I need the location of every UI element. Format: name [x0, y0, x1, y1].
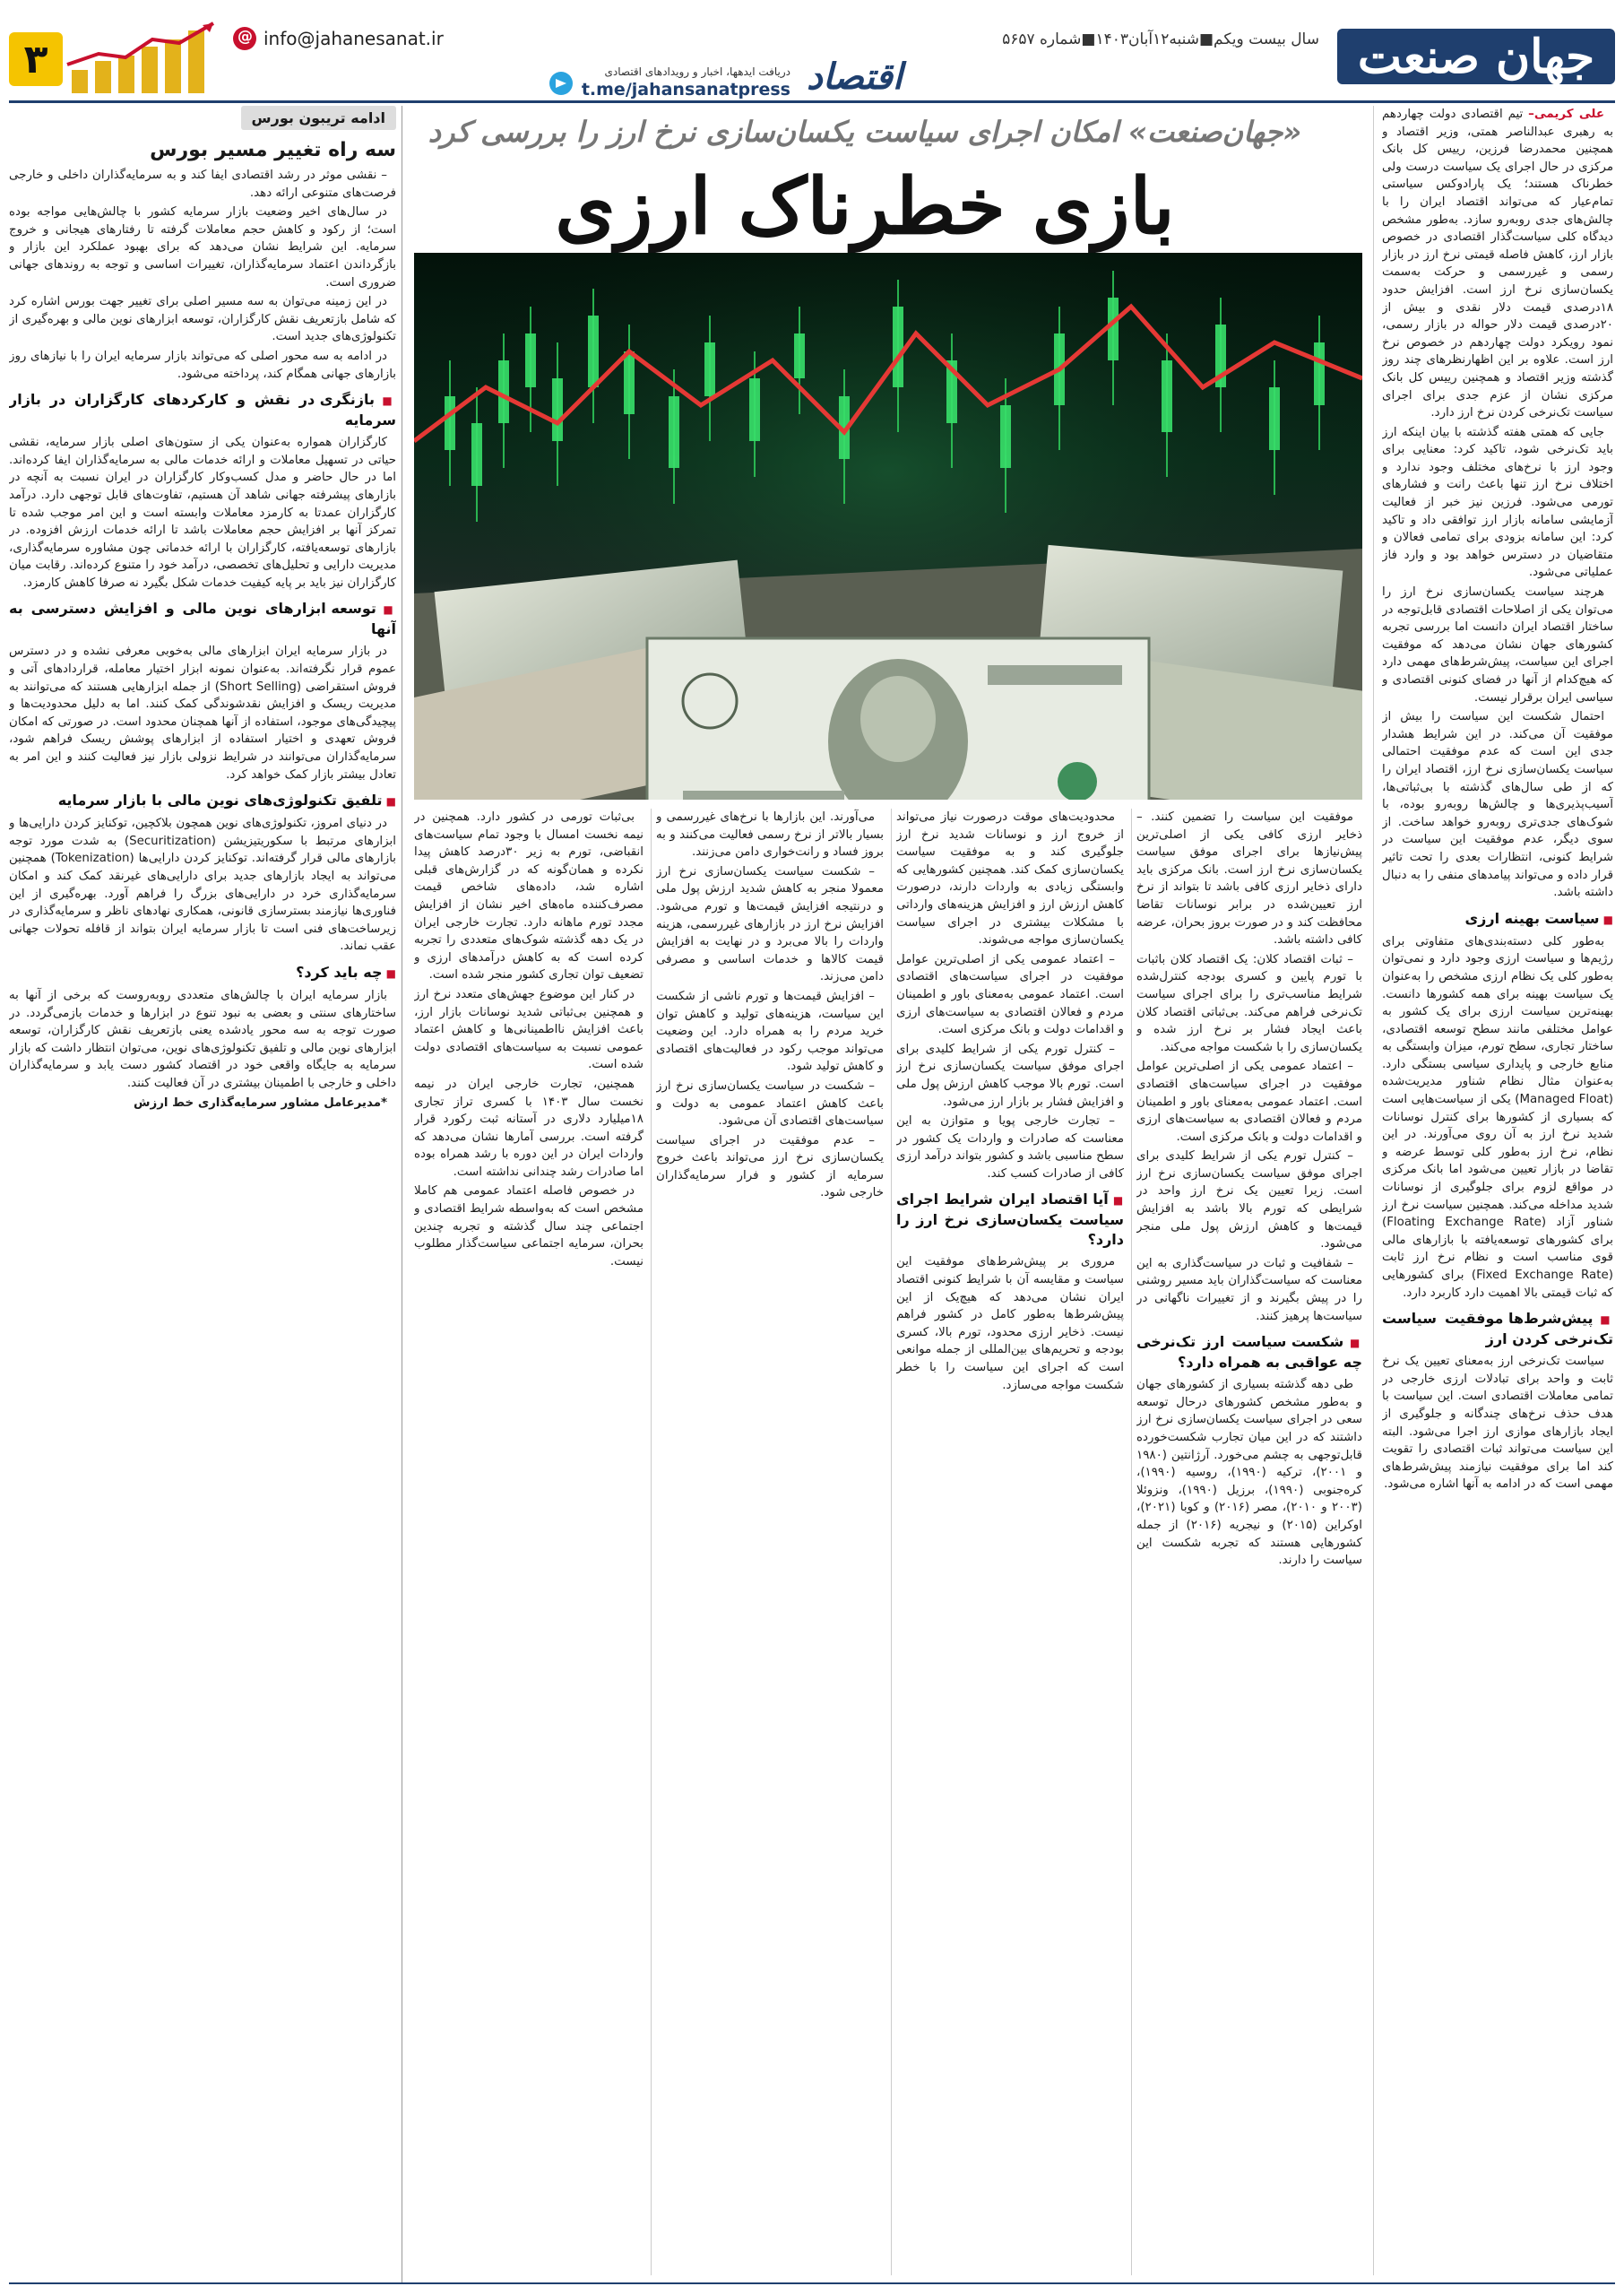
telegram-icon: [549, 72, 573, 95]
article-paragraph: – اعتماد عمومی یکی از اصلی‌ترین عوامل موفقیت در اجرای سیاست‌های اقتصادی است. اعتماد عمومی به‌معنای باور و اطمینان مردم و فعالان اقتصادی به سیاست‌های ارزی و اقدامات دولت و بانک مرکزی است.: [1136, 1060, 1362, 1144]
sidebar-subheading: ■ توسعه ابزارهای نوین مالی و افزایش دسترسی به آنها: [9, 599, 396, 639]
article-lead: [1382, 106, 1613, 422]
telegram-link[interactable]: t.me/jahansanatpress: [581, 80, 790, 100]
article-paragraph: می‌آورند. این بازارها با نرخ‌های غیررسمی و بسیار بالاتر از نرخ رسمی فعالیت می‌کنند و به بروز فساد و رانت‌خواری دامن می‌زنند.: [656, 810, 884, 860]
article-paragraph: بی‌ثبات تورمی در کشور دارد. همچنین در نیمه نخست امسال با وجود تمام سیاست‌های انقباضی، تورم به زیر ۳۰درصد کاهش پیدا نکرده و همان‌گونه که در گزارش‌های قبلی اشاره شد، داده‌های شاخص قیمت مصرف‌کننده ماه‌های اخیر نشان از افزایش مجدد تورم ماهانه دارد. تجارت خارجی ایران در یک دهه گذشته شوک‌های متعددی را تجربه کرده است که به کاهش درآمدهای ارزی و تضعیف توان تجاری کشور منجر شده است.: [414, 810, 644, 983]
article-paragraph: جایی که همتی هفته گذشته با بیان اینکه ارز باید تک‌نرخی شود، تاکید کرد: معنایی برای وجود ارز با نرخ‌های مختلف وجود ندارد و اختلاف نرخ ارز تنها باعث رانت و فشارهای تورمی می‌شود. فرزین نیز خبر از فعالیت آزمایشی سامانه بازار ارز توافقی داد و تاکید کرد: این سامانه بزودی برای تمامی فعالان و متقاضیان در دسترس خواهد بود و وارد فاز عملیاتی می‌شود.: [1382, 425, 1613, 580]
article-subheading: ■ پیش‌شرط‌ها موفقیت سیاست تک‌نرخی کردن ارز: [1382, 1309, 1613, 1349]
telegram-text: دریافت ایدهها، اخبار و رویدادهای اقتصادی: [604, 65, 790, 78]
column-divider: [1131, 809, 1132, 2275]
article-paragraph: – عدم موفقیت در اجرای سیاست یکسان‌سازی نرخ ارز می‌تواند باعث خروج سرمایه از کشور و فرار سرمایه‌گذاران خارجی شود.: [656, 1133, 884, 1200]
article-paragraph: احتمال شکست این سیاست را بیش از موفقیت آن می‌کند. در این شرایط هشدار جدی این است که عدم موفقیت احتمالی سیاست یکسان‌سازی نرخ ارز، اقتصاد ایران را که از طی سال‌های گذشته با بی‌ثباتی‌ها، آسیب‌پذیری‌ها و چالش‌ها روبه‌رو بوده، با شوک‌های جدی‌تری روبه‌رو خواهد ساخت. از سوی دیگر، عدم موفقیت این سیاست در شرایط کنونی، انتظارات بعدی را تحت تاثیر قرار داده و می‌تواند پیامدهای منفی را به دنبال داشته باشد.: [1382, 710, 1613, 900]
article-paragraph: – کنترل تورم یکی از شرایط کلیدی برای اجرای موفق سیاست یکسان‌سازی نرخ ارز است. زیرا تعیین یک نرخ ارز واحد در شرایطی که تورم بالا باشد به افزایش قیمت‌ها و کاهش ارزش پول ملی منجر می‌شود.: [1136, 1149, 1362, 1251]
article-paragraph: – تجارت خارجی پویا و متوازن به این معناست که صادرات و واردات یک کشور در سطح مناسبی باشد و کشور بتواند درآمد ارزی کافی از صادرات کسب کند.: [896, 1114, 1124, 1181]
article-column-3: [896, 809, 1124, 2275]
sidebar-subheading: ■ چه باید کرد؟: [9, 963, 396, 983]
article-paragraph: هرچند سیاست یکسان‌سازی نرخ ارز را می‌توان یکی از اصلاحات اقتصادی قابل‌توجه در ساختار اقتصاد ایران دانست اما بررسی تجربه کشورهای جهان نشان می‌دهد که موفقیت اجرای این سیاست، پیش‌شرط‌های مهمی دارد که هیچ‌کدام از آنها در فضای کنونی اقتصادی و سیاسی ایران برقرار نیست.: [1382, 585, 1613, 705]
sidebar-signature: *مدیرعامل مشاور سرمایه‌گذاری خط ارزش: [134, 1096, 387, 1110]
sidebar-subheading: ■ بازنگری در نقش و کارکردهای کارگزاران در بازار سرمایه: [9, 390, 396, 430]
issue-info: سال بیست ویکم■شنبه۱۲آبان۱۴۰۳■شماره ۵۶۵۷: [1002, 30, 1319, 48]
sidebar-article: [9, 167, 396, 2277]
column-divider: [891, 809, 892, 2275]
sidebar-paragraph: در دنیای امروز، تکنولوژی‌های نوین همچون بلاکچین، توکنایز کردن دارایی‌ها و ابزارهای مرتبط با سکوریتیزیشن (Securitization) به شدت مورد توجه بازارهای مالی قرار گرفته‌اند. توکنایز کردن دارایی‌ها (Tokenization) همچنین می‌تواند به ایجاد بازارهای جدید برای دارایی‌های غیرنقد کمک کند و امکان سرمایه‌گذاری خرد در دارایی‌های بزرگ را فراهم آورد. بهره‌گیری از این فناوری‌ها نیازمند بسترسازی قانونی، همکاری نهادهای ناظر و سرمایه‌گذاری در زیرساخت‌های فنی است تا بازار سرمایه ایران بتواند از قافله تحولات جهانی عقب نماند.: [9, 817, 396, 954]
byline: علی کریمی–: [1528, 108, 1604, 121]
newspaper-logo[interactable]: [1337, 29, 1615, 84]
article-column-5: [414, 809, 644, 2275]
article-paragraph: – شفافیت و ثبات در سیاست‌گذاری به این معناست که سیاست‌گذاران باید مسیر روشنی را در پیش بگیرند و از تغییرات ناگهانی در سیاست‌ها پرهیز کنند.: [1136, 1256, 1362, 1323]
sidebar-subheading: ■ تلفیق تکنولوژی‌های نوین مالی با بازار سرمایه: [9, 791, 396, 811]
article-paragraph: همچنین، تجارت خارجی ایران در نیمه نخست سال ۱۴۰۳ با کسری تراز تجاری ۱۸میلیارد دلاری در آستانه ثبت رکورد قرار گرفته است. بررسی آمارها نشان می‌دهد که واردات ایران در این دوره با رشد همراه بوده اما صادرات رشد چندانی نداشته است.: [414, 1077, 644, 1179]
column-divider: [1373, 106, 1374, 2275]
article-paragraph: طی دهه گذشته بسیاری از کشورهای جهان و به‌طور مشخص کشورهای درحال توسعه سعی در اجرای سیاست یکسان‌سازی نرخ ارز داشتند که در این میان تجارب شکست‌خورده قابل‌توجهی به چشم می‌خورد. آرژانتین (۱۹۸۰ و ۲۰۰۱)، ترکیه (۱۹۹۰)، روسیه (۱۹۹۰)، کره‌جنوبی (۱۹۹۰)، برزیل (۱۹۹۰)، ونزوئلا (۲۰۰۳ و ۲۰۱۰)، مصر (۲۰۱۶) و کوبا (۲۰۲۱)، اوکراین (۲۰۱۵) و نیجریه (۲۰۱۶) از جمله کشورهایی هستند که تجربه شکست این سیاست را دارند.: [1136, 1378, 1362, 1568]
sidebar-paragraph: در ادامه به سه محور اصلی که می‌تواند بازار سرمایه ایران را با نیازهای روز بازارهای جهانی همگام کند، پرداخته می‌شود.: [9, 349, 396, 381]
sidebar-title: سه راه تغییر مسیر بورس: [150, 139, 396, 161]
article-paragraph: – شکست در سیاست یکسان‌سازی نرخ ارز باعث کاهش اعتماد عمومی به دولت و سیاست‌های اقتصادی آن می‌شود.: [656, 1078, 884, 1129]
sidebar-paragraph: در این زمینه می‌توان به سه مسیر اصلی برای تغییر جهت بورس اشاره کرد که شامل بازتعریف نقش کارگزاران، توسعه ابزارهای نوین مالی و بهره‌گیری از تکنولوژی‌های جدید است.: [9, 295, 396, 344]
dollar-chart-photo: [414, 253, 1362, 800]
article-column-4: [656, 809, 884, 2275]
article-paragraph: – شکست سیاست یکسان‌سازی نرخ ارز معمولا منجر به کاهش شدید ارزش پول ملی و درنتیجه افزایش قیمت‌ها و تورم می‌شود. افزایش نرخ ارز در بازارهای غیررسمی، هزینه واردات را بالا می‌برد و در نهایت به افزایش قیمت کالاها و خدمات اساسی و مصرفی دامن می‌زند.: [656, 864, 884, 984]
email-contact[interactable]: [233, 27, 444, 50]
sidebar-paragraph: در سال‌های اخیر وضعیت بازار سرمایه کشور با چالش‌هایی مواجه بوده است؛ از رکود و کاهش حجم معاملات گرفته تا رفتارهای هیجانی و خروج سرمایه. این شرایط نشان می‌دهد که برای بهبود عملکرد این بازار و بازگرداندن اعتماد سرمایه‌گذاران، تغییرات اساسی و توجه به روندهای جهانی ضروری است.: [9, 205, 396, 290]
article-paragraph: موفقیت این سیاست را تضمین کنند. – ذخایر ارزی کافی یکی از اصلی‌ترین پیش‌نیازها برای اجرای موفق سیاست یکسان‌سازی نرخ ارز است. بانک مرکزی باید دارای ذخایر ارزی کافی باشد تا بتواند از نرخ ارز تعیین‌شده در برابر نوسانات تقاضا محافظت کند و در صورت بروز بحران، عرضه کافی داشته باشد.: [1136, 810, 1362, 948]
sidebar-header: [9, 106, 396, 161]
photo-illustration: [414, 253, 1362, 800]
article-paragraph: سیاست تک‌نرخی ارز به‌معنای تعیین یک نرخ ثابت و واحد برای تبادلات ارزی خارجی در تمامی معاملات اقتصادی است. این سیاست با هدف حذف نرخ‌های چندگانه و جلوگیری از ایجاد بازارهای موازی ارز اجرا می‌شود. البته این سیاست می‌تواند ثبات اقتصادی را تقویت کند اما برای موفقیت نیازمند پیش‌شرط‌های مهمی است که در ادامه به آنها اشاره می‌شود.: [1382, 1355, 1613, 1492]
article-paragraph: در خصوص فاصله اعتماد عمومی هم کاملا مشخص است که به‌واسطه شرایط اقتصادی و اجتماعی چند سال گذشته و تجربه چندین بحران، سرمایه اجتماعی سیاست‌گذار مطلوب نیست.: [414, 1184, 644, 1269]
sidebar-paragraph: کارگزاران همواره به‌عنوان یکی از ستون‌های اصلی بازار سرمایه، نقشی حیاتی در تسهیل معاملات و ارائه خدمات مالی به سرمایه‌گذاران ایفا کرده‌اند. اما در حال حاضر و مدل کسب‌وکار کارگزاران در ایران نسبت به آنچه در بازارهای پیشرفته جهانی شاهد آن هستیم، تفاوت‌های قابل توجهی دارد. درآمد کارگزاران عمدتا به کارمزد معاملات وابسته است و این امر موجب شده تا تمرکز آنها بر افزایش حجم معاملات باشد تا ارائه خدمات ارزش افزوده. در بازارهای توسعه‌یافته، کارگزاران با ارائه خدماتی چون مشاوره سرمایه‌گذاری، مدیریت دارایی و تحلیل‌های تخصصی، درآمد خود را متنوع کرده‌اند. رقابت میان کارگزاران نیز باید بر پایه کیفیت خدمات شکل بگیرد نه صرفا کاهش کارمزد.: [9, 436, 396, 590]
sidebar-paragraph: در بازار سرمایه ایران ابزارهای مالی به‌خوبی معرفی نشده و در دسترس عموم قرار نگرفته‌اند. به‌عنوان نمونه ابزار اختیار معامله، قراردادهای آتی و فروش استقراضی (Short Selling) از جمله ابزارهایی هستند که می‌توانند به مدیریت ریسک و افزایش نقدشوندگی کمک کنند. اما به دلیل محدودیت‌ها و پیچیدگی‌های موجود، استفاده از آنها همچنان محدود است. در صورتی که امکان فروش تعهدی و اختیار استفاده از ابزارهای پوشش ریسک فراهم شود، سرمایه‌گذاران می‌توانند در شرایط نزولی بازار نیز فعالیت کنند و این امر به تعادل بیشتر بازار کمک خواهد کرد.: [9, 645, 396, 782]
brand-name: جهان صنعت: [1357, 29, 1595, 84]
telegram-promo[interactable]: [549, 65, 790, 102]
email-address[interactable]: info@jahanesanat.ir: [263, 28, 444, 49]
article-paragraph: – افزایش قیمت‌ها و تورم ناشی از شکست این سیاست، هزینه‌های تولید و کاهش توان خرید مردم را به همراه دارد. این وضعیت می‌تواند موجب رکود در فعالیت‌های اقتصادی و کاهش تولید شود.: [656, 989, 884, 1074]
article-paragraph: در کنار این موضوع جهش‌های متعدد نرخ ارز و همچنین بی‌ثباتی شدید نوسانات بازار ارز، باعث افزایش نااطمینانی‌ها و کاهش اعتماد عمومی نسبت به سیاست‌های اقتصادی دولت شده است.: [414, 987, 644, 1072]
article-subheading: ■ شکست سیاست ارز تک‌نرخی چه عواقبی به همراه دارد؟: [1136, 1332, 1362, 1373]
article-paragraph: به‌طور کلی دسته‌بندی‌های متفاوتی برای رژیم‌ها و سیاست ارزی وجود دارد و نمی‌توان به‌طور کلی یک نظام ارزی مشخص را به‌عنوان یک سیاست بهینه برای همه کشورها دانست. بهینه‌ترین سیاست ارزی برای یک کشور به عوامل مختلفی مانند سطح توسعه اقتصادی، ساختار تجاری، سطح تورم، میزان وابستگی به منابع خارجی و پایداری سیاسی بستگی دارد. به‌عنوان مثال نظام شناور مدیریت‌شده (Managed Float) یکی از سیاست‌هایی است که بسیاری از کشورها برای کنترل نوسانات شدید نرخ ارز به آن روی می‌آورند. در این نظام، نرخ ارز به‌طور کلی توسط عرضه و تقاضا در بازار تعیین می‌شود اما بانک مرکزی در مواقع لزوم برای جلوگیری از نوسانات شدید مداخله می‌کند. همچنین سیاست نرخ ارز شناور آزاد (Floating Exchange Rate) برای کشورهای توسعه‌یافته با بازارهای مالی قوی مناسب است و نظام نرخ ارز ثابت (Fixed Exchange Rate) برای کشورهایی که ثبات قیمتی بالا اهمیت دارد کاربرد دارد.: [1382, 934, 1613, 1300]
section-title: اقتصاد: [807, 56, 903, 98]
article-subheading: ■ آیا اقتصاد ایران شرایط اجرای سیاست یکسان‌سازی نرخ ارز را دارد؟: [896, 1190, 1124, 1250]
masthead-rule: [9, 100, 1615, 103]
growth-chart-icon: [63, 20, 224, 95]
article-paragraph: مروری بر پیش‌شرط‌های موفقیت این سیاست و مقایسه آن با شرایط کنونی اقتصاد ایران نشان می‌دهد که هیچ‌یک از این پیش‌شرط‌ها به‌طور کامل در کشور فراهم نیست. ذخایر ارزی محدود، تورم بالا، کسری بودجه و تحریم‌های بین‌المللی از جمله موانعی است که اجرای این سیاست را با خطر شکست مواجه می‌سازد.: [896, 1255, 1124, 1392]
sidebar-intro: – نقشی موثر در رشد اقتصادی ایفا کند و به سرمایه‌گذاران داخلی و خارجی فرصت‌های متنوعی ارائه دهد.: [9, 169, 396, 200]
masthead: [9, 13, 1615, 102]
article-paragraph: – ثبات اقتصاد کلان: یک اقتصاد کلان باثبات با تورم پایین و کسری بودجه کنترل‌شده شرایط مناسب‌تری را برای اجرای سیاست تک‌نرخی فراهم می‌کند. بی‌ثباتی اقتصاد کلان باعث ایجاد فشار بر نرخ ارز شده و یکسان‌سازی را با شکست مواجه می‌کند.: [1136, 952, 1362, 1054]
article-subheading: ■ سیاست بهینه ارزی: [1382, 909, 1613, 930]
article-column-2: [1136, 809, 1362, 2275]
lead-text: تیم اقتصادی دولت چهاردهم به رهبری عبدالناصر همتی، وزیر اقتصاد و همچنین محمدرضا فرزین، رییس کل بانک مرکزی در حال اجرای یک سیاست درست ولی خطرناک هستند؛ یک پارادوکس سیاستی تمام‌عیار که می‌تواند اقتصاد ایران را با چالش‌های جدی روبه‌رو سازد. به‌طور مشخص دیدگاه کلی سیاست‌گذار اقتصادی در خصوص بازار ارز، کاهش فاصله قیمتی نرخ ارز در بازار رسمی و غیررسمی و حرکت به‌سمت یکسان‌سازی نرخ ارز است. افزایش حدود ۱۸درصدی قیمت دلار نقدی و بیش از ۲۰درصدی قیمت دلار حواله در بازار رسمی، نمود رویکرد دولت چهاردهم در خصوص نرخ ارز است. علاوه بر این اظهارنظرهای چند روز گذشته وزیر اقتصاد و همچنین رییس کل بانک مرکزی نشان از عزم جدی برای اجرای سیاست تک‌نرخی کردن نرخ ارز دارد.: [1382, 108, 1613, 420]
column-divider: [651, 809, 652, 2275]
article-paragraph: محدودیت‌های موقت درصورت نیاز می‌تواند از خروج ارز و نوسانات شدید نرخ ارز جلوگیری کند و به موفقیت سیاست یکسان‌سازی کمک کند. همچنین کشورهایی که وابستگی زیادی به واردات دارند، درصورت کاهش ارزش ارز و افزایش هزینه‌های وارداتی با مشکلات بیشتری در اجرای سیاست یکسان‌سازی مواجه می‌شوند.: [896, 810, 1124, 948]
article-column-1: [1382, 106, 1613, 2275]
article-headline: بازی خطرناک ارزی: [555, 161, 1175, 252]
article-paragraph: – کنترل تورم یکی از شرایط کلیدی برای اجرای موفق سیاست یکسان‌سازی نرخ ارز است. تورم بالا موجب کاهش ارزش پول ملی و افزایش فشار بر بازار ارز می‌شود.: [896, 1042, 1124, 1109]
article-paragraph: – اعتماد عمومی یکی از اصلی‌ترین عوامل موفقیت در اجرای سیاست‌های اقتصادی است. اعتماد عمومی به‌معنای باور و اطمینان مردم و فعالان اقتصادی به سیاست‌های ارزی و اقدامات دولت و بانک مرکزی است.: [896, 952, 1124, 1037]
sidebar-tab: ادامه تریبون بورس: [241, 106, 396, 130]
mail-icon: [233, 27, 256, 50]
sidebar-paragraph: بازار سرمایه ایران با چالش‌های متعددی روبه‌روست که برخی از آنها به ساختارهای سنتی و بعضی به نبود تنوع در ابزارها و خدمات بازمی‌گردد. در صورت توجه به سه محور یادشده یعنی بازتعریف نقش کارگزاران، توسعه ابزارهای نوین مالی و تلفیق تکنولوژی‌های نوین، می‌توان انتظار داشت که بازار سرمایه به جایگاه واقعی خود در اقتصاد کشور دست یابد و سرمایه‌گذاران داخلی و خارجی با اطمینان بیشتری در آن فعالیت کنند.: [9, 988, 396, 1090]
footer-rule: [9, 2282, 1615, 2284]
page-number: ۳: [9, 32, 63, 86]
article-kicker: «جهان‌صنعت» امکان اجرای سیاست یکسان‌سازی نرخ ارز را بررسی کرد: [428, 115, 1302, 149]
